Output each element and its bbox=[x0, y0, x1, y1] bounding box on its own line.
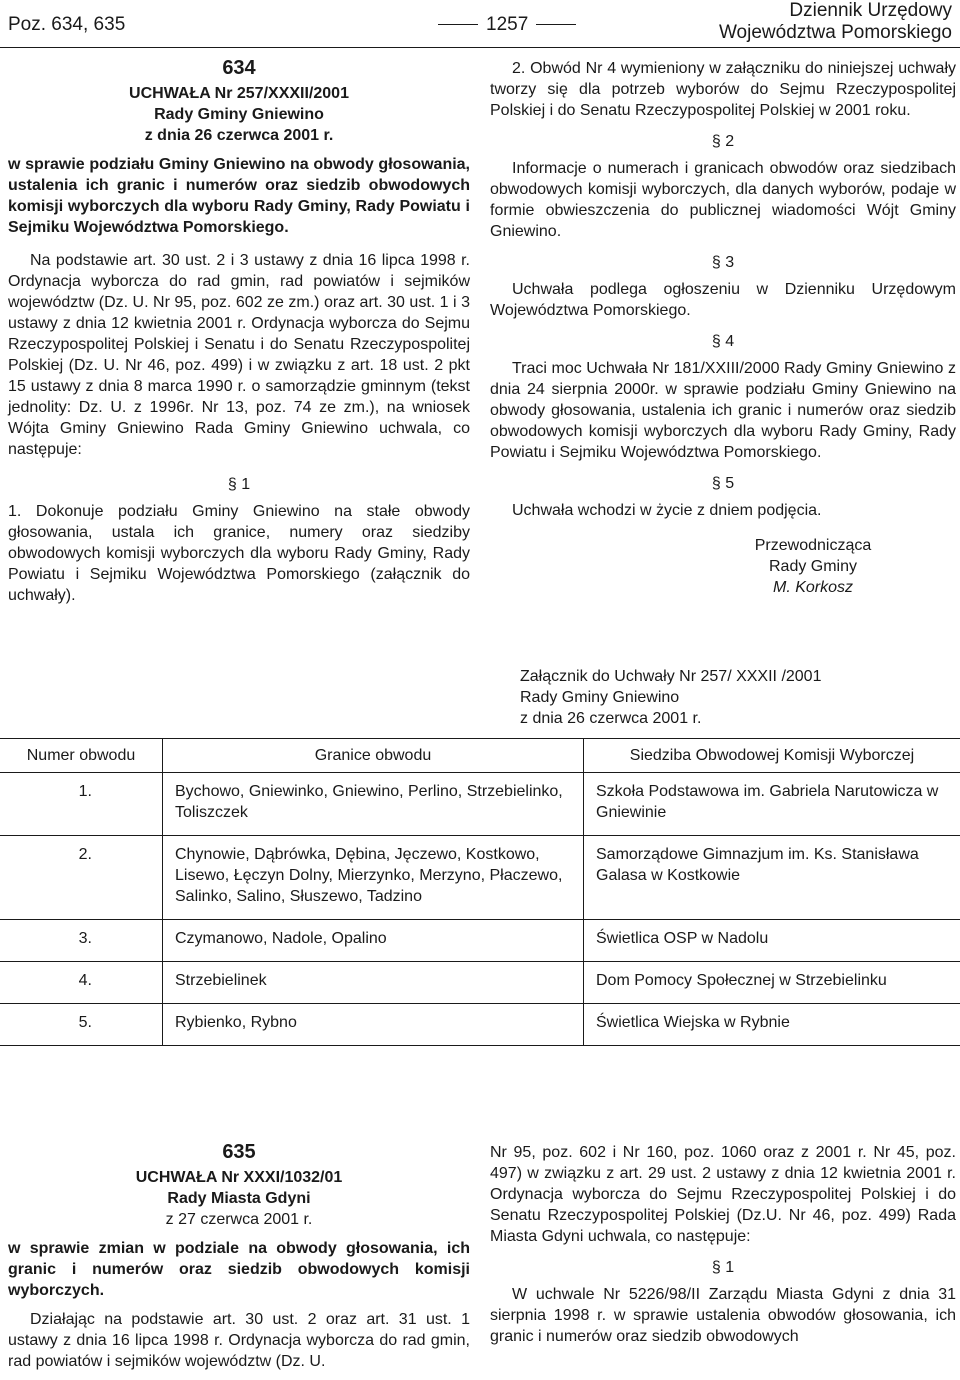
district-seat: Szkoła Podstawowa im. Gabriela Narutowicza w Gniewinie bbox=[584, 773, 960, 836]
resolution-issuer: Rady Gminy Gniewino bbox=[154, 106, 324, 123]
journal-title-line1: Dziennik Urzędowy bbox=[789, 0, 952, 21]
district-borders: Czymanowo, Nadole, Opalino bbox=[163, 920, 584, 962]
signature-name: M. Korkosz bbox=[772, 579, 853, 596]
table-header-row bbox=[0, 739, 960, 773]
district-seat: Samorządowe Gimnazjum im. Ks. Stanisława Galasa w Kostkowie bbox=[584, 836, 960, 920]
district-borders: Strzebielinek bbox=[163, 962, 584, 1004]
section-text-1-point-2: 2. Obwód Nr 4 wymieniony w załączniku do niniejszej uchwały tworzy się dla potrzeb wyborów do Sejmu Rzeczypospolitej Polskiej i do Senatu Rzeczypospolitej Polskiej w 2001 roku. bbox=[490, 60, 956, 119]
column-header-number: Numer obwodu bbox=[0, 739, 163, 773]
district-borders: Chynowie, Dąbrówka, Dębina, Jęczewo, Kostkowo, Lisewo, Łęczyn Dolny, Mierzynko, Merzyno, Płaczewo, Salinko, Salino, Słuszewo, Tadzino bbox=[163, 836, 584, 920]
resolution-date: z dnia 26 czerwca 2001 r. bbox=[144, 127, 334, 144]
header-divider bbox=[0, 47, 960, 48]
district-number: 1. bbox=[0, 773, 163, 836]
journal-title-line2: Województwa Pomorskiego bbox=[718, 22, 952, 43]
signature-body: Rady Gminy bbox=[768, 558, 858, 575]
signature-role: Przewodnicząca bbox=[754, 537, 872, 554]
column-header-borders: Granice obwodu bbox=[163, 739, 584, 773]
resolution-634-left-column bbox=[8, 58, 470, 606]
resolution-preamble-part1: Działając na podstawie art. 30 ust. 2 oraz art. 31 ust. 1 ustawy z dnia 16 lipca 1998 r. Ordynacja wyborcza do rad gmin, rad powiatów i sejmików województw (Dz. U. bbox=[8, 1311, 470, 1370]
section-text-5: Uchwała wchodzi w życie z dniem podjęcia. bbox=[512, 502, 822, 519]
district-seat: Świetlica Wiejska w Rybnie bbox=[584, 1004, 960, 1046]
table-row bbox=[0, 773, 960, 836]
district-borders: Bychowo, Gniewinko, Gniewino, Perlino, Strzebielinko, Toliszczek bbox=[163, 773, 584, 836]
resolution-subject: w sprawie podziału Gminy Gniewino na obwody głosowania, ustalenia ich granic i numerów oraz siedzib obwodowych komisji wyborczych dla wyboru Rady Gminy, Rady Powiatu i Sejmiku Województwa Pomorskiego. bbox=[8, 156, 470, 236]
district-seat: Świetlica OSP w Nadolu bbox=[584, 920, 960, 962]
district-number: 3. bbox=[0, 920, 163, 962]
resolution-635-left-column bbox=[8, 1142, 470, 1372]
resolution-date: z 27 czerwca 2001 r. bbox=[165, 1211, 313, 1228]
section-mark-1: § 1 bbox=[227, 476, 251, 493]
resolution-subject: w sprawie zmian w podziale na obwody głosowania, ich granic i numerów oraz siedzib obwodowych komisji wyborczych. bbox=[8, 1240, 470, 1299]
attachment-line-1: Załącznik do Uchwały Nr 257/ XXXII /2001 bbox=[520, 668, 822, 685]
table-row bbox=[0, 836, 960, 920]
signature-block bbox=[670, 535, 956, 598]
header-page-number bbox=[430, 14, 584, 36]
section-text-2: Informacje o numerach i granicach obwodów oraz siedzibach obwodowych komisji wyborczych, dla danych wyborów, podaje w formie obwieszczenia do publicznej wiadomości Wójt Gminy Gniewino. bbox=[490, 160, 956, 240]
district-number: 4. bbox=[0, 962, 163, 1004]
header-rule-right bbox=[536, 24, 576, 25]
page-header bbox=[0, 0, 960, 48]
district-borders: Rybienko, Rybno bbox=[163, 1004, 584, 1046]
section-mark-2: § 2 bbox=[711, 133, 735, 150]
section-text-3: Uchwała podlega ogłoszeniu w Dzienniku Urzędowym Województwa Pomorskiego. bbox=[490, 281, 956, 319]
district-number: 2. bbox=[0, 836, 163, 920]
resolution-number: 635 bbox=[222, 1141, 256, 1163]
section-mark-4: § 4 bbox=[711, 333, 735, 350]
district-number: 5. bbox=[0, 1004, 163, 1046]
header-rule-left bbox=[438, 24, 478, 25]
header-journal-title bbox=[719, 0, 952, 44]
column-header-seat: Siedziba Obwodowej Komisji Wyborczej bbox=[584, 739, 960, 773]
section-mark-5: § 5 bbox=[711, 475, 735, 492]
table-row bbox=[0, 1004, 960, 1046]
district-seat: Dom Pomocy Społecznej w Strzebielinku bbox=[584, 962, 960, 1004]
page-number: 1257 bbox=[486, 14, 529, 35]
resolution-issuer: Rady Miasta Gdyni bbox=[167, 1190, 311, 1207]
attachment-heading bbox=[520, 666, 821, 729]
section-mark-3: § 3 bbox=[711, 254, 735, 271]
section-text-4: Traci moc Uchwała Nr 181/XXIII/2000 Rady Gminy Gniewino z dnia 24 sierpnia 2000r. w sprawie podziału Gminy Gniewino na obwody głosowania, ustalenia ich granic i numerów oraz siedzib obwodowych komisji wyborczych dla wyboru Rady Gminy, Rady Powiatu i Sejmiku Województwa Pomorskiego. bbox=[490, 360, 956, 461]
resolution-preamble: Na podstawie art. 30 ust. 2 i 3 ustawy z dnia 16 lipca 1998 r. Ordynacja wyborcza do rad gmin, rad powiatów i sejmików województw (Dz. U. Nr 95, poz. 602 ze zm.) oraz art. 30 ust. 1 i 3 ustawy z dnia 12 kwietnia 2001 r. Ordynacja wyborcza do Sejmu Rzeczypospolitej Polskiej i Senatu i do Senatu Rzeczypospolitej Polskiej (Dz. U. Nr 46, poz. 499) i w związku z art. 18 ust. 2 pkt 15 ustawy z dnia 8 marca 1990 r. o samorządzie gminnym (tekst jednolity: Dz. U. z 1996r. Nr 13, poz. 74 ze zm.), na wniosek Wójta Gminy Gniewino Rada Gminy Gniewino uchwala, co następuje: bbox=[8, 252, 470, 458]
resolution-635-right-column bbox=[490, 1142, 956, 1347]
resolution-title: UCHWAŁA Nr XXXI/1032/01 bbox=[135, 1169, 343, 1186]
resolution-634-right-column bbox=[490, 58, 956, 598]
table-row bbox=[0, 962, 960, 1004]
table-row bbox=[0, 920, 960, 962]
resolution-number: 634 bbox=[222, 57, 256, 79]
section-text-1: W uchwale Nr 5226/98/II Zarządu Miasta Gdyni z dnia 31 sierpnia 1998 r. w sprawie ustalenia obwodów głosowania, ich granic i numerów oraz siedzib obwodowych bbox=[490, 1286, 956, 1345]
attachment-line-3: z dnia 26 czerwca 2001 r. bbox=[520, 710, 702, 727]
section-text-1: 1. Dokonuje podziału Gminy Gniewino na stałe obwody głosowania, ustala ich granice, numery oraz siedziby obwodowych komisji wyborczych dla wyboru Rady Gminy, Rady Powiatu i Sejmiku Województwa Pomorskiego (załącznik do uchwały). bbox=[8, 503, 470, 604]
attachment-line-2: Rady Gminy Gniewino bbox=[520, 689, 680, 706]
header-position-ref: Poz. 634, 635 bbox=[8, 14, 126, 35]
voting-districts-table bbox=[0, 738, 960, 1046]
resolution-preamble-part2: Nr 95, poz. 602 i Nr 160, poz. 1060 oraz z 2001 r. Nr 45, poz. 497) w związku z art. 29 ust. 2 ustawy z dnia 12 kwietnia 2001 r. Ordynacja wyborcza do Sejmu Rzeczypospolitej Polskiej i do Senatu Rzeczypospolitej Polskiej (Dz.U. Nr 46, poz. 499) Rada Miasta Gdyni uchwala, co następuje: bbox=[490, 1144, 956, 1245]
section-mark-1: § 1 bbox=[711, 1259, 735, 1276]
resolution-title: UCHWAŁA Nr 257/XXXII/2001 bbox=[129, 85, 349, 102]
